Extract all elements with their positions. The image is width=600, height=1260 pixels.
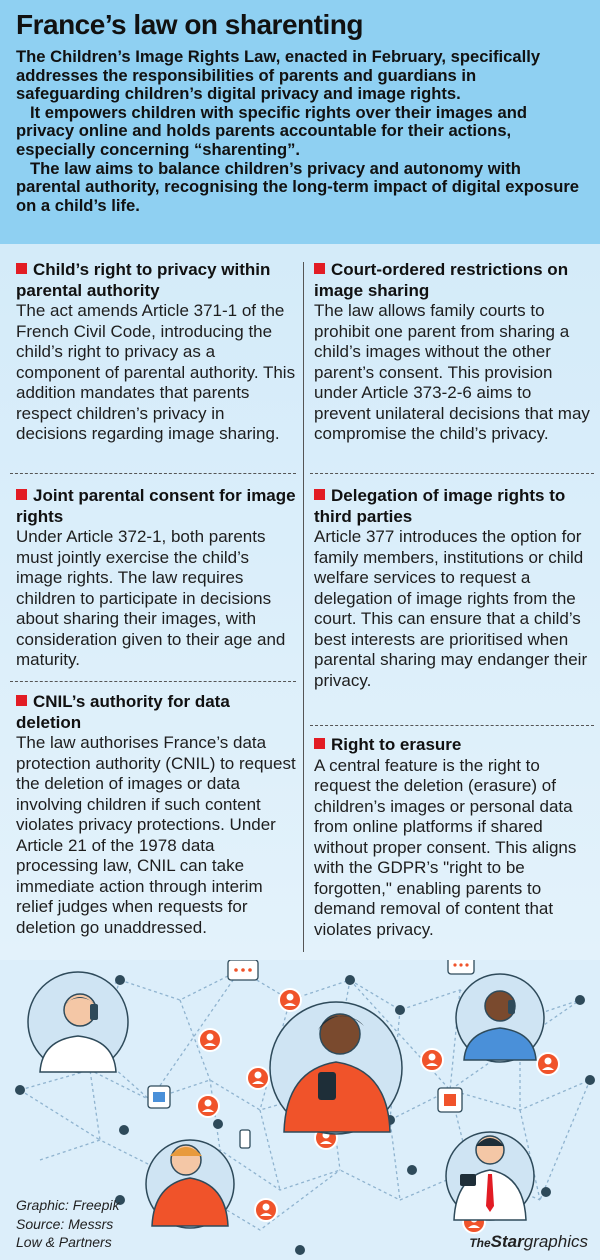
section-title: Right to erasure [331, 735, 462, 754]
section-body: The act amends Article 371-1 of the French Civil Code, introducing the child’s right to privacy as a component of parental authority. This addition mandates that parents respect children’s privacy in decisions regarding image sharing. [16, 301, 296, 443]
divider-dashed [10, 681, 296, 682]
avatar-icon [537, 1053, 559, 1075]
avatar-icon [197, 1095, 219, 1117]
section-title: Court-ordered restrictions on image sharing [314, 260, 569, 300]
intro-paragraph-2: It empowers children with specific rights over their images and privacy online and holds parents accountable for their actions, especially concerning “sharenting”. [16, 102, 528, 159]
avatar-icon [199, 1029, 221, 1051]
source-credit-line-1: Source: Messrs [16, 1215, 114, 1232]
section-title: Joint parental consent for image rights [16, 486, 296, 526]
source-credit-line-2: Low & Partners [16, 1234, 112, 1250]
red-square-bullet-icon [314, 263, 325, 274]
person-illustration [446, 1132, 534, 1220]
graphic-credit: Graphic: Freepik [16, 1197, 120, 1213]
brand-graphics: graphics [523, 1232, 588, 1251]
brand-the: The [469, 1236, 491, 1250]
chat-bubble-icon [228, 960, 258, 980]
section-body: A central feature is the right to request the deletion (erasure) of children’s images or personal data from online platforms if shared without proper consent. This aligns with the GDPR’s "right to be forgotten," enabling parents to demand removal of content that violates privacy. [314, 755, 577, 939]
section-joint-consent [16, 486, 298, 671]
avatar-icon [421, 1049, 443, 1071]
section-court-orders [314, 260, 592, 445]
chat-bubble-icon [448, 960, 474, 974]
red-square-bullet-icon [16, 489, 27, 500]
person-illustration [146, 1130, 250, 1228]
avatar-icon [255, 1199, 277, 1221]
section-erasure [314, 735, 592, 940]
header-panel [0, 0, 600, 244]
credits [16, 1196, 119, 1252]
avatar-icon [279, 989, 301, 1011]
intro-paragraph-1: The Children’s Image Rights Law, enacted in February, specifically addresses the responsibilities of parents and guardians in safeguarding children’s digital privacy and image rights. [16, 47, 541, 104]
person-illustration [456, 974, 544, 1062]
section-title: CNIL’s authority for data deletion [16, 692, 230, 732]
red-square-bullet-icon [16, 263, 27, 274]
red-square-bullet-icon [16, 695, 27, 706]
section-body: Under Article 372-1, both parents must jointly exercise the child’s image rights. The law requires children to participate in decisions about sharing their images, with consideration given to their age and maturity. [16, 527, 286, 669]
red-square-bullet-icon [314, 489, 325, 500]
person-illustration [270, 1002, 402, 1134]
red-square-bullet-icon [314, 738, 325, 749]
intro-text [16, 48, 584, 215]
divider-dashed [310, 473, 594, 474]
section-delegation [314, 486, 592, 691]
section-body: The law authorises France’s data protection authority (CNIL) to request the deletion of images or data involving children if such content violates privacy protections. Under Article 21 of the 1978 data processing law, CNIL can take immediate action through interim relief judges when requests for deletion go unaddressed. [16, 733, 296, 937]
like-bubble-icon [438, 1088, 462, 1112]
divider-dashed [310, 725, 594, 726]
divider-dashed [10, 473, 296, 474]
page-title: France’s law on sharenting [16, 9, 363, 40]
section-body: Article 377 introduces the option for family members, institutions or child welfare services to request a delegation of image rights from the court. This can ensure that a child’s best interests are prioritised when parental sharing may endanger their privacy. [314, 527, 588, 690]
column-divider [303, 262, 304, 952]
brand-star: Star [490, 1232, 524, 1251]
section-body: The law allows family courts to prohibit one parent from sharing a child’s images without the other parent’s consent. This provision under Article 373-2-6 aims to prevent unilateral decisions that may compromise the child’s privacy. [314, 301, 590, 443]
section-cnil [16, 692, 298, 938]
section-privacy [16, 260, 298, 445]
intro-paragraph-3: The law aims to balance children’s privacy and autonomy with parental authority, recognising the long-term impact of digital exposure on a child’s life. [16, 158, 580, 215]
brand-logo [469, 1232, 588, 1252]
person-illustration [28, 972, 128, 1072]
avatar-icon [247, 1067, 269, 1089]
section-title: Delegation of image rights to third parties [314, 486, 566, 526]
like-bubble-icon [148, 1086, 170, 1108]
section-title: Child’s right to privacy within parental authority [16, 260, 271, 300]
